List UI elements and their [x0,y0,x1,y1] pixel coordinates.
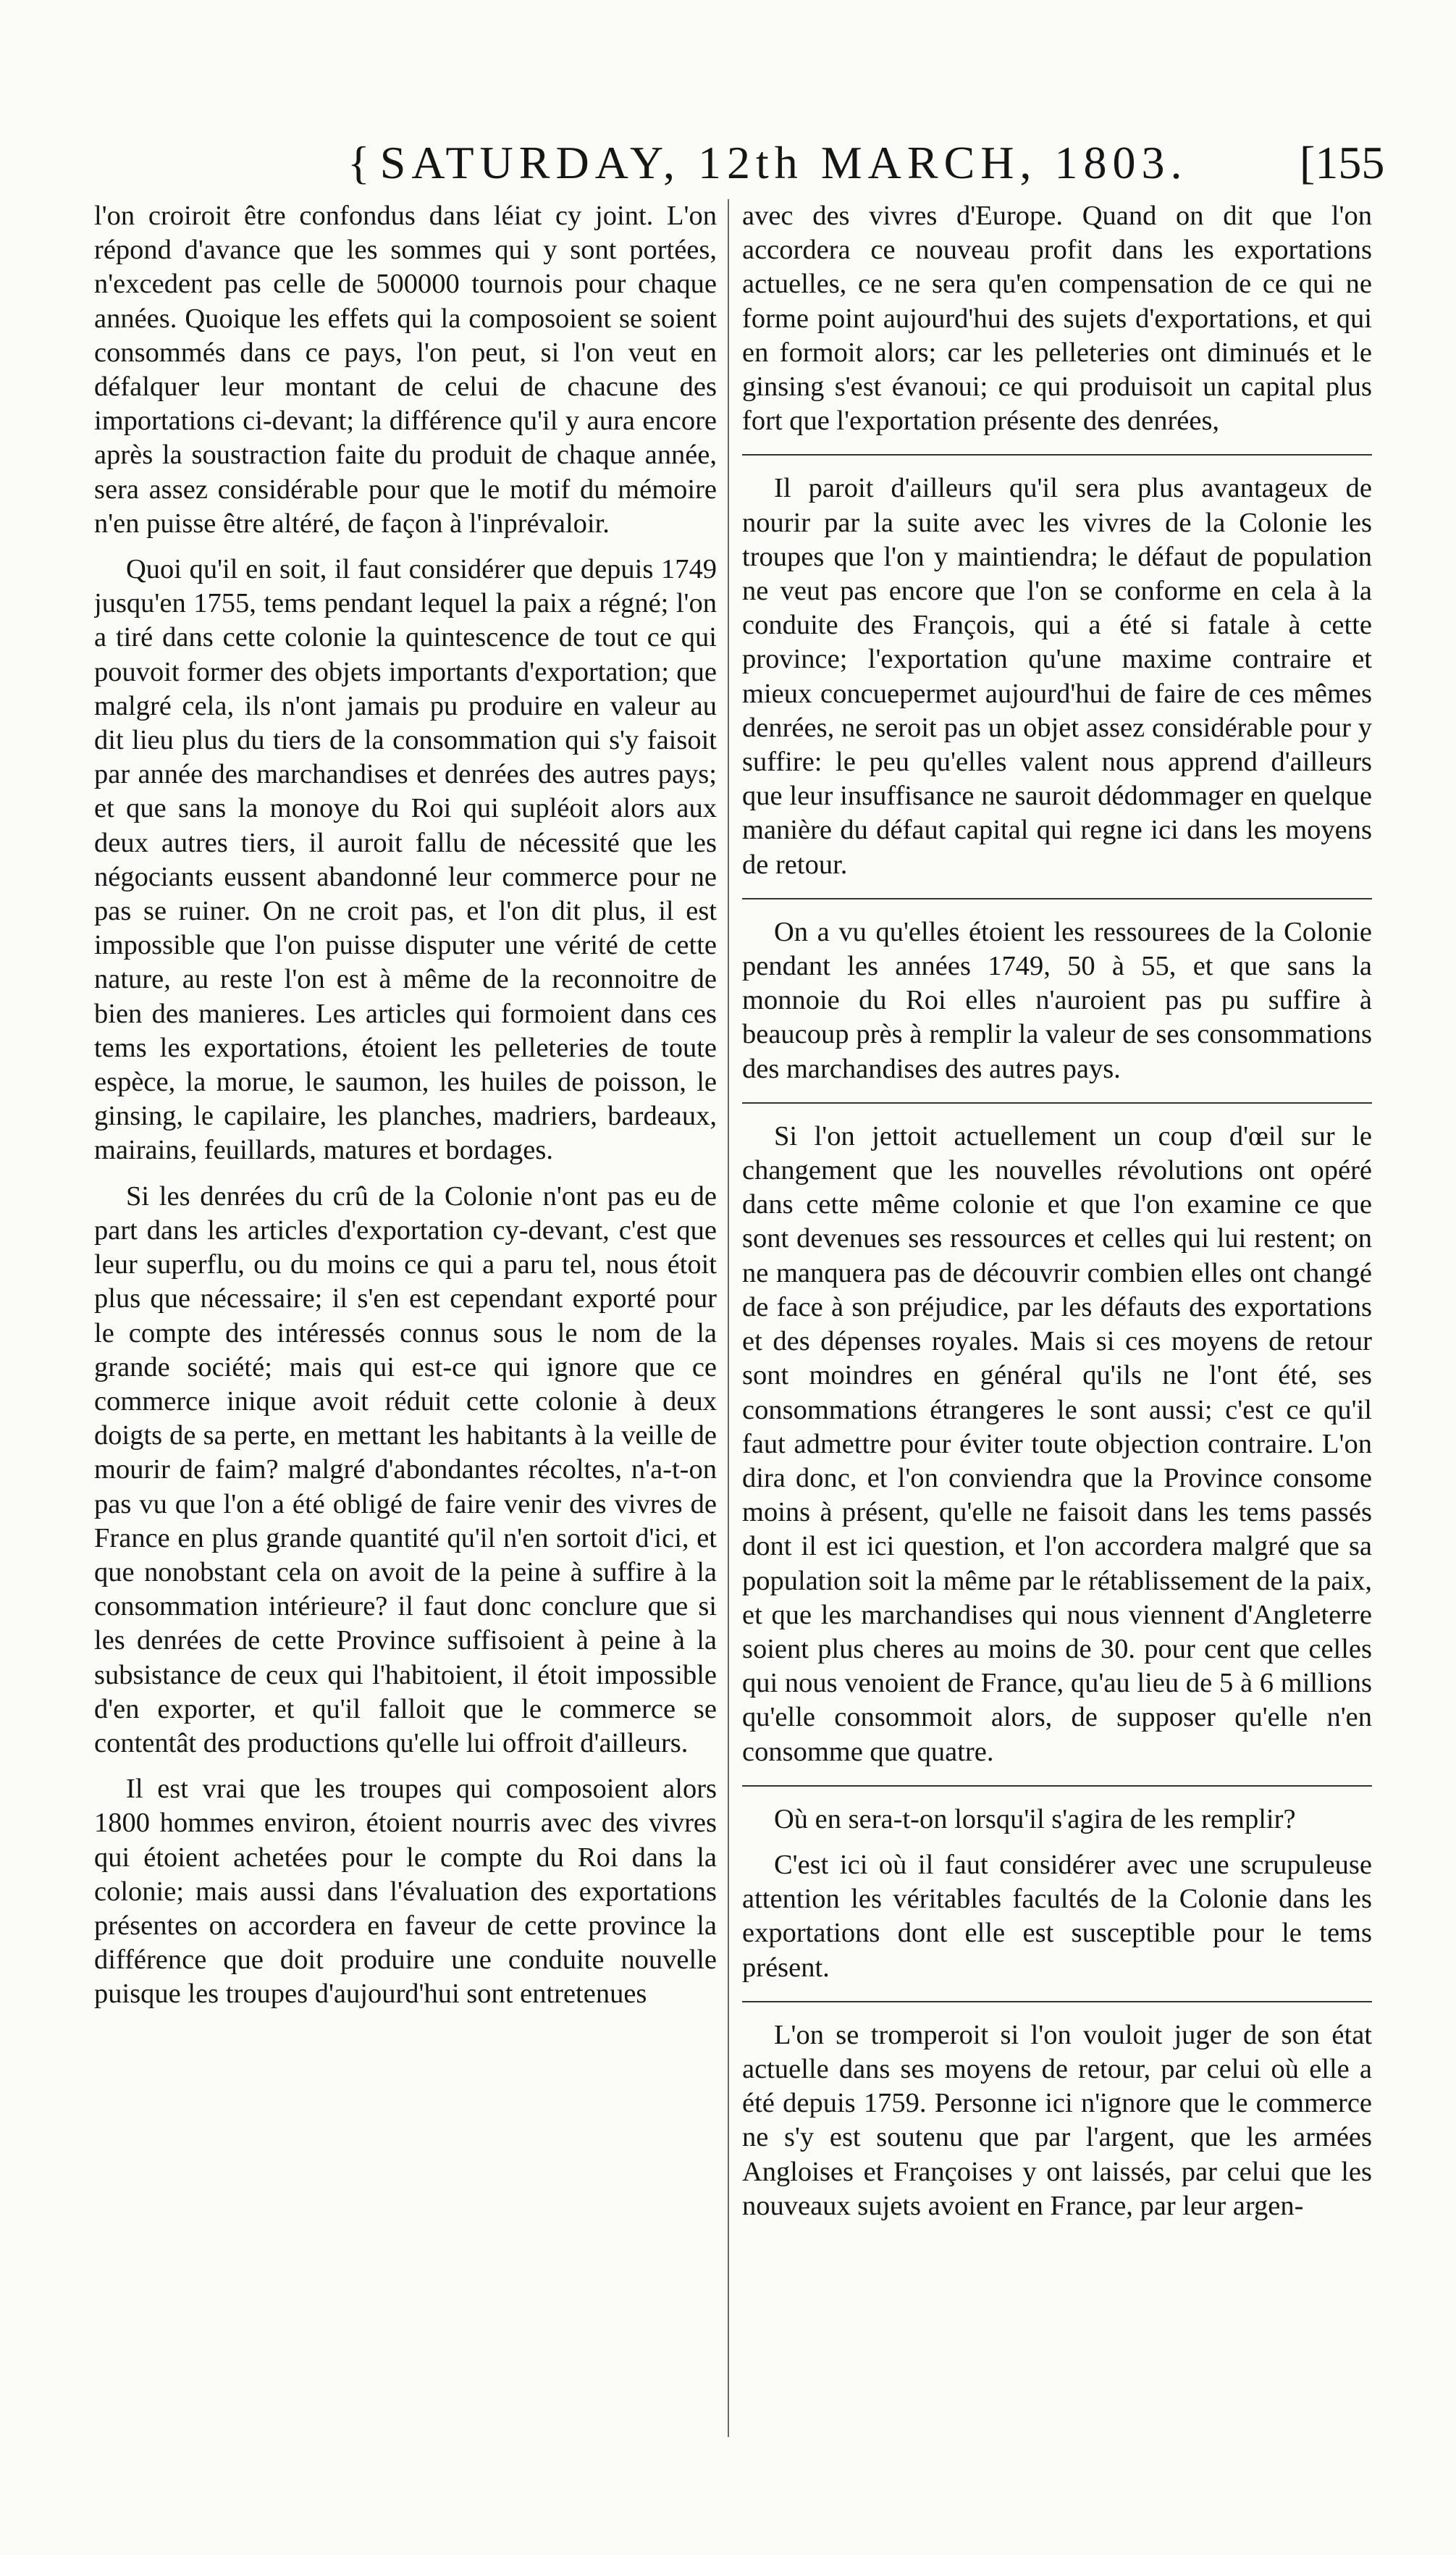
page-number: [155 [1300,137,1385,188]
right-column [742,199,1372,2488]
left-paragraph-2: Quoi qu'il en soit, il faut considérer que depuis 1749 jusqu'en 1755, tems pendant lequel la paix a régné; l'on a tiré dans cette colonie la quintescence de tout ce qui pouvoit former des objets importants d'exportation; que malgré cela, ils n'ont jamais pu produire en valeur au dit lieu plus du tiers de la consommation qui s'y faisoit par année des marchandises et denrées des autres pays; et que sans la monoye du Roi qui supléoit alors aux deux autres tiers, il auroit fallu de nécessité que les négociants eussent abandonné leur commerce pour ne pas se ruiner. On ne croit pas, et l'on dit plus, il est impossible que l'on puisse disputer une vérité de cette nature, au reste l'on est à même de la reconnoitre de bien des manieres. Les articles qui formoient dans ces tems les exportations, étoient les pelleteries de toute espèce, la morue, le saumon, les huiles de poisson, le ginsing, le capilaire, les planches, madriers, bardeaux, mairains, feuillards, matures et bordages. [94,554,717,1166]
right-paragraph-3: On a vu qu'elles étoient les ressourees de la Colonie pendant les années 1749, 50 à 55, et que sans la monnoie du Roi elles n'auroient pas pu suffire à beaucoup près à remplir la valeur de ses consommations des marchandises des autres pays. [742,915,1372,1104]
right-paragraph-7: L'on se tromperoit si l'on vouloit juger de son état actuelle dans ses moyens de retour, par celui où elle a été depuis 1759. Personne ici n'ignore que le commerce ne s'y est soutenu que par l'argent, que les armées Angloises et Françoises y ont laissés, par celui que les nouveaux sujets avoient en France, par leur argen- [742,2019,1372,2221]
header-date: SATURDAY, 12th MARCH, 1803. [379,137,1188,188]
right-paragraph-1: avec des vivres d'Europe. Quand on dit que l'on accordera ce nouveau profit dans les exportations actuelles, ce ne sera qu'en compensation de ce qui ne forme point aujourd'hui des sujets d'exportations, et qui en formoit alors; car les pelleteries ont diminués et le ginsing s'est évanoui; ce qui produisoit un capital plus fort que l'exportation présente des denrées, [742,199,1372,456]
running-header [348,130,1238,196]
right-paragraph-2: Il paroit d'ailleurs qu'il sera plus avantageux de nourir par la suite avec les vivres de la Colonie les troupes que l'on y maintiendra; le défaut de population ne veut pas encore que l'on se conforme en cela à la conduite des François, qui a été si fatale à cette province; l'exportation qu'une maxime contraire et mieux concuepermet aujourd'hui de faire de ces mêmes denrées, ne seroit pas un objet assez considérable pour y suffire: le peu qu'elles valent nous apprend d'ailleurs que leur insuffisance ne sauroit dédommager en quelque manière du défaut capital qui regne ici dans les moyens de retour. [742,471,1372,899]
right-paragraph-4: Si l'on jettoit actuellement un coup d'œil sur le changement que les nouvelles révolutions ont opéré dans cette même colonie et que l'on examine ce que sont devenues ses ressources et celles qui lui restent; on ne manquera pas de découvrir combien elles ont changé de face à son préjudice, par les défauts des exportations et des dépenses royales. Mais si ces moyens de retour sont moindres en général qu'ils ne l'ont été, ses consommations étrangeres le sont aussi; c'est ce qu'il faut admettre pour éviter toute objection contraire. L'on dira donc, et l'on conviendra que la Province consome moins à présent, qu'elle ne faisoit dans les tems passés dont il est ici question, et l'on accordera malgré que sa population soit la même par le rétablissement de la paix, et que les marchandises qui nous viennent d'Angleterre soient plus cheres au moins de 30. pour cent que celles qui nous venoient de France, qu'au lieu de 5 à 6 millions qu'elle consommoit alors, de supposer qu'elle n'en consomme que quatre. [742,1120,1372,1787]
right-paragraph-5: Où en sera-t-on lorsqu'il s'agira de les remplir? [774,1803,1296,1834]
left-paragraph-4: Il est vrai que les troupes qui composoient alors 1800 hommes environ, étoient nourris avec des vivres qui étoient achetées pour le compte du Roi dans la colonie; mais aussi dans l'évaluation des exportations présentes on accordera en faveur de cette province la différence que doit produire une conduite nouvelle puisque les troupes d'aujourd'hui sont entretenues [94,1774,717,2010]
left-paragraph-1: l'on croiroit être confondus dans léiat cy joint. L'on répond d'avance que les sommes qui y sont portées, n'excedent pas celle de 500000 tournois pour chaque années. Quoique les effets qui la composoient se soient consommés dans ce pays, l'on peut, si l'on veut en défalquer leur montant de celui de chacune des importations ci-devant; la différence qu'il y aura encore après la soustraction faite du produit de chaque année, sera assez considérable pour que le motif du mémoire n'en puisse être altéré, de façon à l'inprévaloir. [94,201,717,539]
left-paragraph-3: Si les denrées du crû de la Colonie n'ont pas eu de part dans les articles d'exportation cy-devant, c'est que leur superflu, ou du moins ce qui a paru tel, nous étoit plus que nécessaire; il s'en est cependant exporté pour le compte des intéressés connus sous le nom de la grande société; mais qui est-ce qui ignore que ce commerce inique avoit réduit cette colonie à deux doigts de sa perte, en mettant les habitants à la veille de mourir de faim? malgré d'abondantes récoltes, n'a-t-on pas vu que l'on a été obligé de faire venir des vivres de France en plus grande quantité qu'il n'en sortoit d'ici, et que nonobstant cela on avoit de la peine à suffire à la consommation intérieure? il faut donc conclure que si les denrées de cette Province suffisoient à peine à la subsistance de ceux qui l'habitoient, il étoit impossible d'en exporter, et qu'il falloit que le commerce se contentât des productions qu'elle lui offroit d'ailleurs. [94,1180,717,1758]
header-brace: { [348,137,370,188]
column-divider [728,199,729,2437]
right-paragraph-6: C'est ici où il faut considérer avec une scrupuleuse attention les véritables facultés de la Colonie dans les exportations dont elle est susceptible pour le tems présent. [742,1848,1372,2002]
left-column [94,199,717,2488]
